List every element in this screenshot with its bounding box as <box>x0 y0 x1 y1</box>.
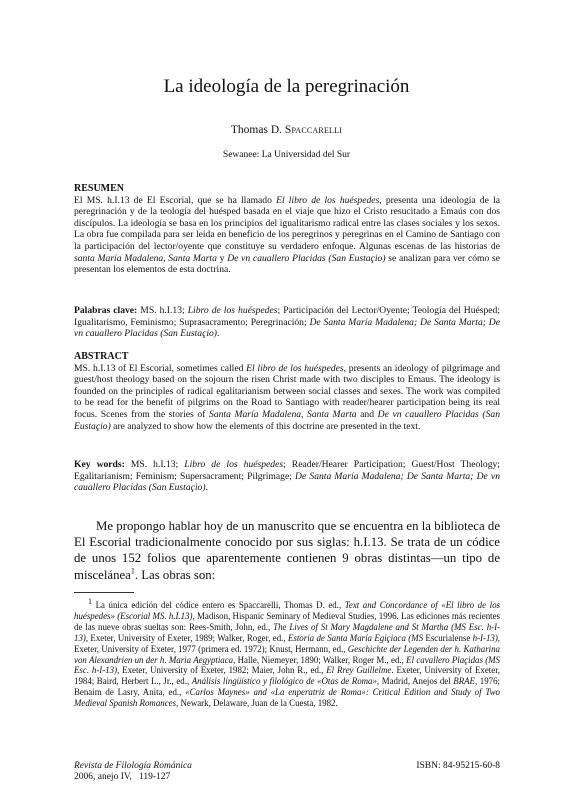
isbn: ISBN: 84-95215-60-8 <box>416 761 500 771</box>
author-first: Thomas D. <box>230 124 285 136</box>
resumen-text: El MS. h.I.13 de El Escorial, que se ha llamado El libro de los huéspedes, presenta una ideología de la peregrinación y de la teología del huésped basada en el viaje que hizo el Cristo resucitado a Emaús con dos discípulos. La ideología se basa en los principios del igualitarismo radical entre las clases sociales y los sexos. La obra fue compilada para ser leída en beneficio de los peregrinos y peregrinas en el Camino de Santiago con la participación del lector/oyente que constituye su verdadero enfoque. Algunas escenas de las historias de santa María Madalena, Santa Marta y De vn cauallero Placidas (San Eustaçio) se analizan para ver cómo se presentan los elementos de esta doctrina. <box>74 194 501 276</box>
article-title: La ideología de la peregrinación <box>163 76 410 97</box>
abstract-section <box>74 351 500 432</box>
abstract-heading: ABSTRACT <box>74 351 129 362</box>
resumen-heading: RESUMEN <box>74 183 125 194</box>
palabras-clave-label: Palabras clave: <box>74 305 138 316</box>
key-words-label: Key words: <box>74 459 125 470</box>
journal-info <box>74 761 192 782</box>
body-paragraph: Me propongo hablar hoy de un manuscrito que se encuentra en la biblioteca de El Escorial tradicionalmente conocido por sus siglas: h.I.13. Se trata de un códice de unos 152 folios que aparentemente contienen 9 obras distintas—un tipo de miscelánea$^1$. Las obras son: <box>74 519 500 582</box>
abstract-text: MS. h.I.13 of El Escorial, sometimes called El libro de los huéspedes, presents an ideology of pilgrimage and guest/host theology based on the sojourn the risen Christ made with two disciples to Emaus. The ideology is founded on the principles of radical egalitarianism between social classes and sexes. The work was compiled to be read for the benefit of pilgrims on the Road to Santiago with reader/hearer participation being its real focus. Scenes from the stories of Santa María Madalena, Santa Marta and De vn cauallero Placidas (San Eustaçio) are analyzed to show how the elements of this doctrine are presented in the text. <box>74 362 501 432</box>
journal-issue: 2006, anejo IV, 119-127 <box>74 771 171 782</box>
footnote-number: 1 <box>88 597 92 607</box>
footnote-ref[interactable]: 1 <box>130 566 135 576</box>
author-affiliation: Sewanee: La Universidad del Sur <box>222 150 351 160</box>
author-name <box>0 124 573 136</box>
journal-name: Revista de Filología Románica <box>74 761 192 771</box>
author-last: Spaccarelli <box>284 124 343 136</box>
key-words: Key words: MS. h.I.13; Libro de los huéspedes; Reader/Hearer Participation; Guest/Host Theology; Egalitarianism; Feminism; Supersacrament; Pilgrimage; De Santa María Madalena; De Santa Marta; De vn cauallero Placidas (San Eustaçio). <box>74 459 500 494</box>
footnote-divider <box>74 592 134 593</box>
footnote-1: $^1$ La única edición del códice entero es Spaccarelli, Thomas D. ed., Text and Concordance of «El libro de los huéspedes» (Escorial MS. h.I.13), Madison, Hispanic Seminary of Medieval Studies, 1996. Las ediciones más recientes de las nueve obras sueltas son: Rees-Smith, John, ed., The Lives of St Mary Magdalene and St Martha (MS Esc. h-I-13), Exeter, University of Exeter, 1989; Walker, Roger, ed., Estoria de Santa María Egiçiaca (MS Escurialense h-I-13), Exeter, University of Exeter, 1977 (primera ed. 1972); Knust, Hermann, ed., Geschichte der Legenden der h. Katharina von Alexandrien un der h. Maria Aegyptiaca, Halle, Niemeyer, 1890; Walker, Roger M., ed., El cavallero Plaçidas (MS Esc. h-I-13), Exeter, University of Exeter, 1982; Maier, John R., ed., El Rrey Guillelme. Exeter, University of Exeter, 1984; Baird, Herbert L., Jr., ed., Análisis lingüístico y filológico de «Otas de Roma», Madrid, Anejos del BRAE, 1976; Benaim de Lasry, Anita, ed., «Carlos Maynes» and «La enperatriz de Roma»: Critical Edition and Study of Two Medieval Spanish Romances, Newark, Delaware, Juan de la Cuesta, 1982. <box>74 597 501 709</box>
resumen-section <box>74 183 500 276</box>
palabras-clave: Palabras clave: MS. h.I.13; Libro de los huéspedes; Participación del Lector/Oyente; Teología del Huésped; Igualitarismo, Feminismo; Suprasacramento; Peregrinación; De Santa María Madalena; De Santa Marta; De vn cauallero Placidas (San Eustaçio). <box>74 305 500 340</box>
